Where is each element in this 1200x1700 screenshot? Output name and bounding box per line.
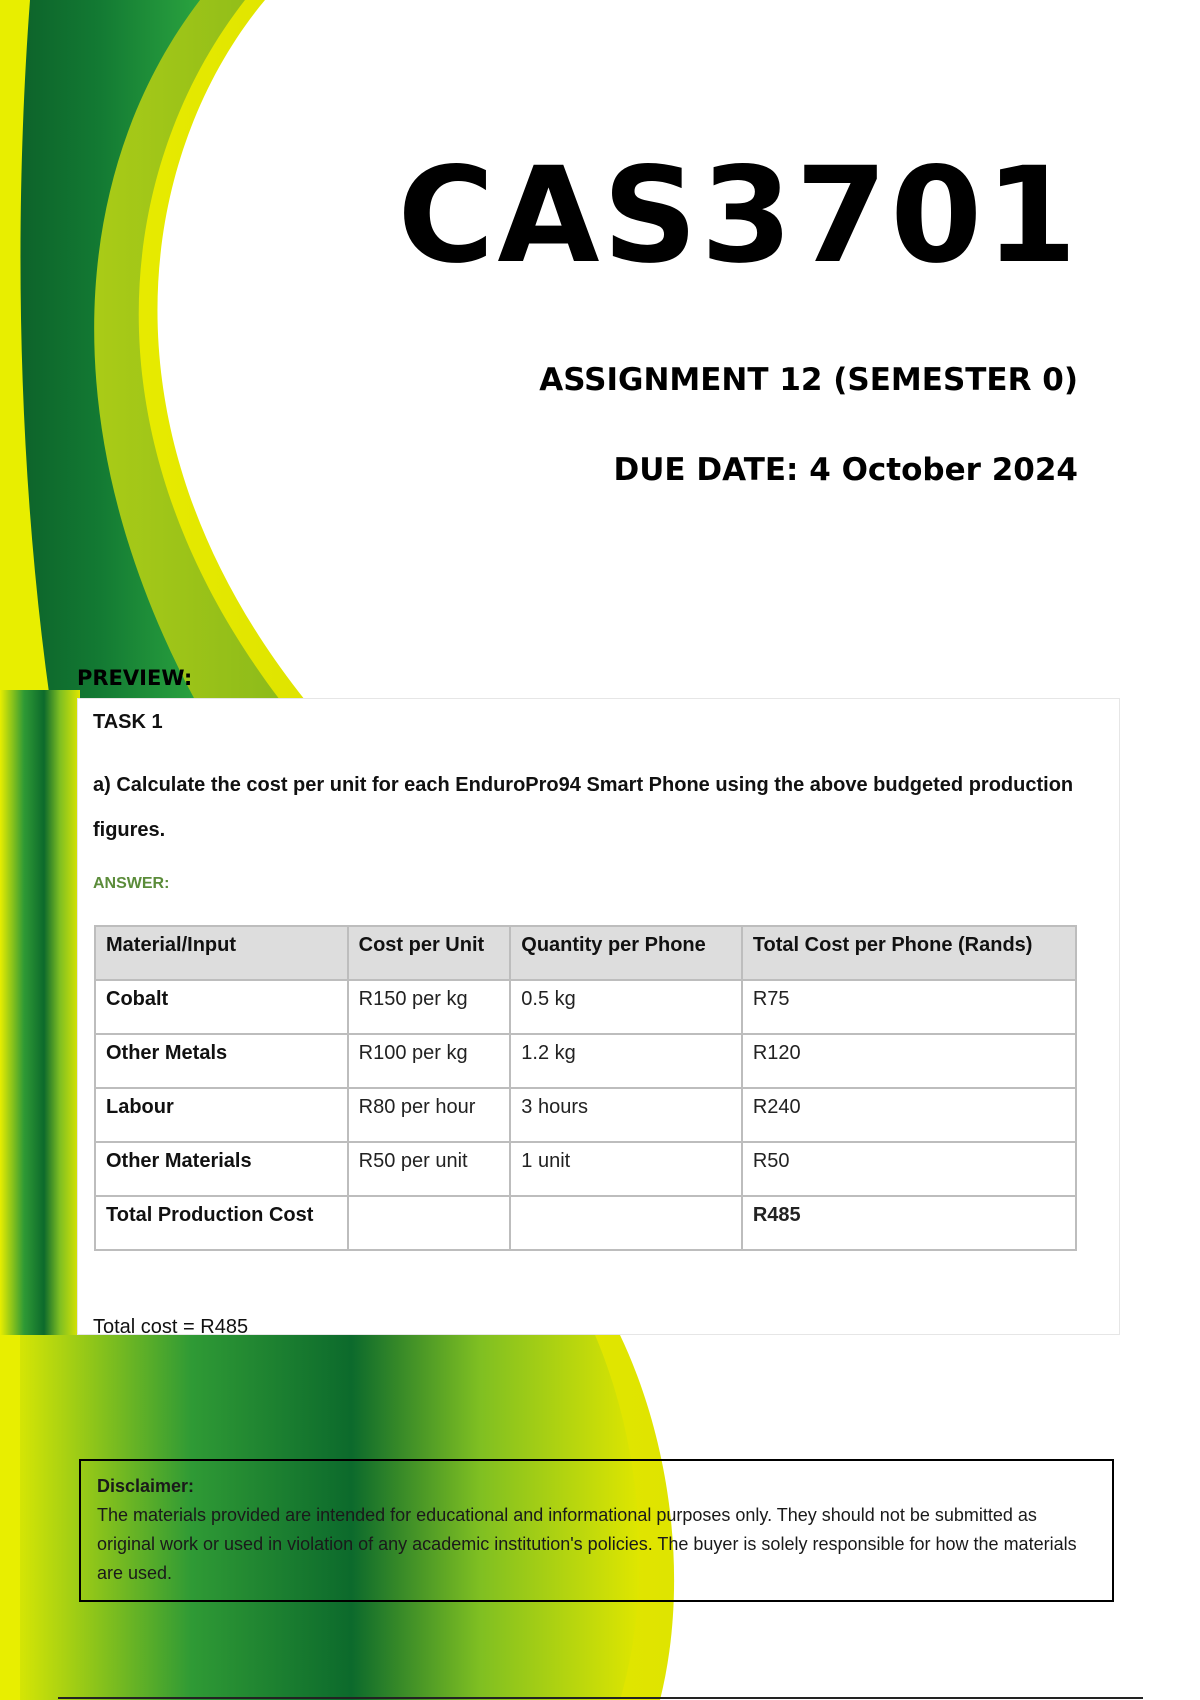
due-date: DUE DATE: 4 October 2024 bbox=[613, 452, 1078, 488]
cell-material: Cobalt bbox=[95, 980, 348, 1034]
cell-empty bbox=[510, 1196, 742, 1250]
cell-material: Other Metals bbox=[95, 1034, 348, 1088]
table-row bbox=[95, 1142, 1076, 1196]
assignment-title: ASSIGNMENT 12 (SEMESTER 0) bbox=[539, 362, 1078, 398]
table-row bbox=[95, 1034, 1076, 1088]
preview-label: PREVIEW: bbox=[77, 666, 193, 690]
question-text: a) Calculate the cost per unit for each EnduroPro94 Smart Phone using the above budgeted production figures. bbox=[93, 774, 1074, 841]
cell-quantity: 1.2 kg bbox=[510, 1034, 742, 1088]
cell-total-cost: R240 bbox=[742, 1088, 1076, 1142]
cell-cost-per-unit: R150 per kg bbox=[348, 980, 511, 1034]
cell-cost-per-unit: R80 per hour bbox=[348, 1088, 511, 1142]
header-cost-per-unit: Cost per Unit bbox=[348, 926, 511, 980]
footer-divider bbox=[58, 1697, 1143, 1699]
cell-material: Other Materials bbox=[95, 1142, 348, 1196]
cell-total-cost: R120 bbox=[742, 1034, 1076, 1088]
disclaimer-text: The materials provided are intended for educational and informational purposes only. They should not be submitted as original work or used in violation of any academic institution's policies. The buyer is solely responsible for how the materials are used. bbox=[97, 1505, 1077, 1583]
cell-total-cost: R50 bbox=[742, 1142, 1076, 1196]
cell-material: Labour bbox=[95, 1088, 348, 1142]
cell-total-cost: R75 bbox=[742, 980, 1076, 1034]
disclaimer-box bbox=[79, 1459, 1114, 1602]
cost-table bbox=[94, 925, 1077, 1251]
preview-panel bbox=[77, 698, 1120, 1335]
course-code: CAS3701 bbox=[397, 139, 1080, 293]
answer-label: ANSWER: bbox=[93, 875, 170, 892]
table-row bbox=[95, 1088, 1076, 1142]
task-title: TASK 1 bbox=[93, 711, 163, 733]
disclaimer-title: Disclaimer: bbox=[97, 1476, 195, 1496]
cell-cost-per-unit: R50 per unit bbox=[348, 1142, 511, 1196]
cell-quantity: 0.5 kg bbox=[510, 980, 742, 1034]
cell-total-label: Total Production Cost bbox=[95, 1196, 348, 1250]
header-total-cost: Total Cost per Phone (Rands) bbox=[742, 926, 1076, 980]
table-header-row bbox=[95, 926, 1076, 980]
cell-cost-per-unit: R100 per kg bbox=[348, 1034, 511, 1088]
cell-total-value: R485 bbox=[742, 1196, 1076, 1250]
total-cost-note: Total cost = R485 bbox=[93, 1316, 249, 1335]
cell-empty bbox=[348, 1196, 511, 1250]
cell-quantity: 3 hours bbox=[510, 1088, 742, 1142]
table-row bbox=[95, 980, 1076, 1034]
header-material: Material/Input bbox=[95, 926, 348, 980]
table-total-row bbox=[95, 1196, 1076, 1250]
header-quantity: Quantity per Phone bbox=[510, 926, 742, 980]
cell-quantity: 1 unit bbox=[510, 1142, 742, 1196]
